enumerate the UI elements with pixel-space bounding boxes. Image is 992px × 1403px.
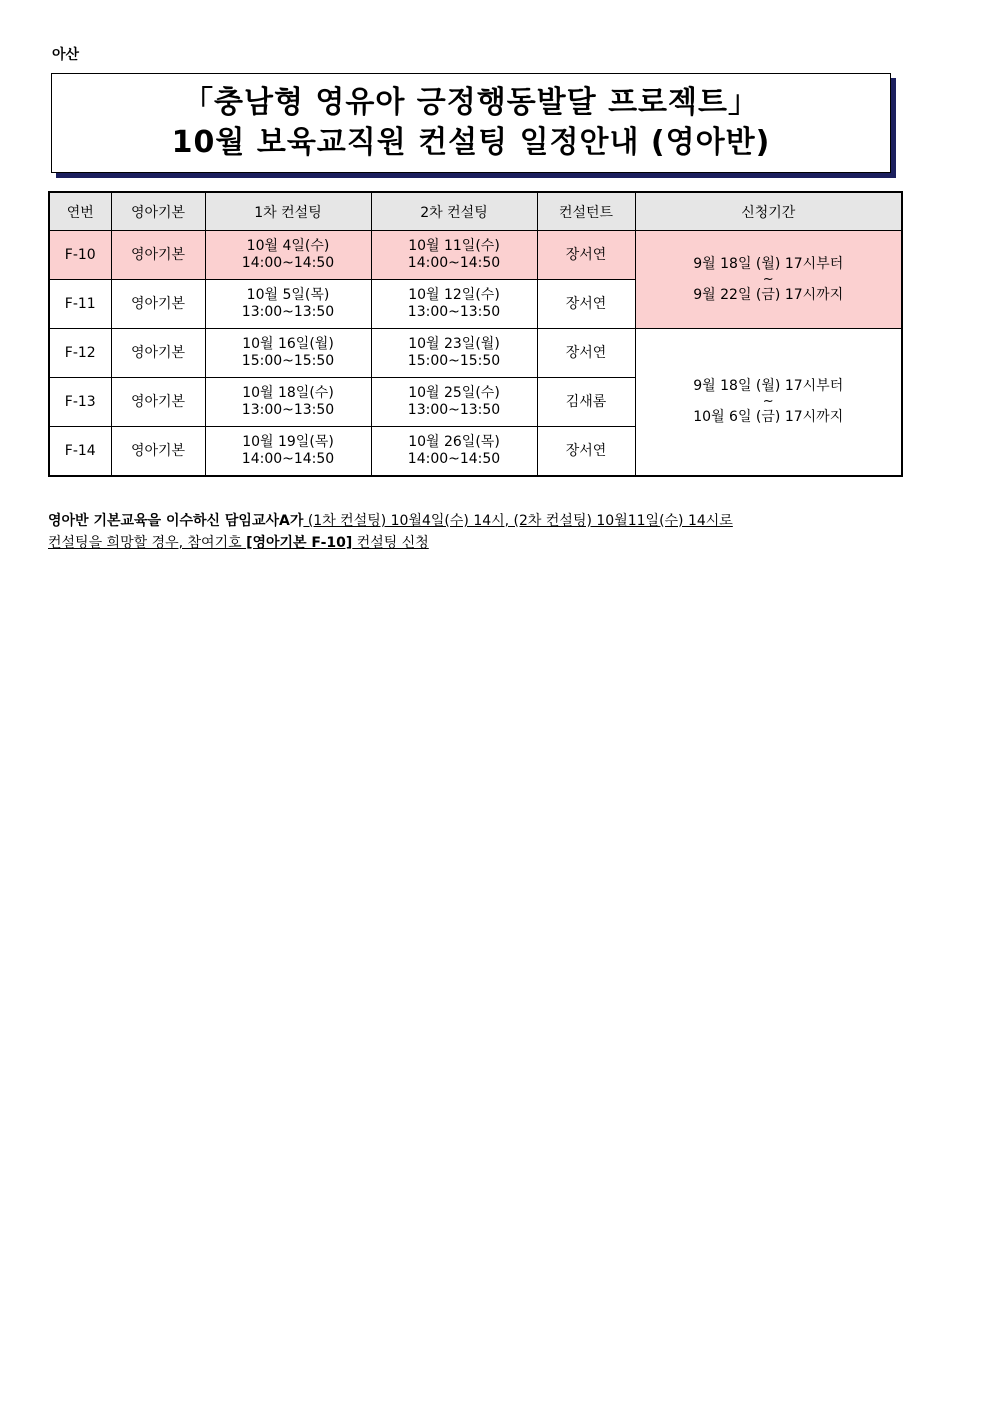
application-period-1 — [635, 231, 902, 329]
row-consultant: 김새롬 — [537, 378, 635, 427]
note-underlined-1: (1차 컨설팅) 10월4일(수) 14시, (2차 컨설팅) 10월11일(수) 14시로 — [303, 513, 733, 529]
row-consult-1 — [205, 378, 371, 427]
row-type: 영아기본 — [111, 280, 205, 329]
table-header-row — [49, 192, 902, 231]
region-label: 아산 — [52, 47, 80, 63]
consult-1-time: 13:00~13:50 — [241, 304, 335, 320]
consult-2-date: 10월 11일(수) — [408, 238, 500, 254]
note-paragraph — [48, 510, 908, 554]
consult-1-time: 14:00~14:50 — [241, 451, 335, 467]
consult-2-date: 10월 25일(수) — [408, 385, 500, 401]
consult-1-date: 10월 5일(목) — [246, 287, 330, 303]
table-row — [49, 231, 902, 280]
consult-1-date: 10월 4일(수) — [246, 238, 330, 254]
row-consultant: 장서연 — [537, 329, 635, 378]
header-period: 신청기간 — [635, 192, 902, 231]
consult-2-time: 14:00~14:50 — [407, 451, 501, 467]
row-consult-2 — [371, 231, 537, 280]
period-start: 9월 18일 (월) 17시부터 — [693, 378, 844, 394]
row-no: F-11 — [49, 280, 111, 329]
consult-2-date: 10월 12일(수) — [408, 287, 500, 303]
consult-2-date: 10월 23일(월) — [408, 336, 500, 352]
row-no: F-10 — [49, 231, 111, 280]
row-type: 영아기본 — [111, 329, 205, 378]
row-no: F-14 — [49, 427, 111, 477]
consult-1-date: 10월 19일(목) — [242, 434, 334, 450]
consult-2-date: 10월 26일(목) — [408, 434, 500, 450]
row-consult-1 — [205, 329, 371, 378]
row-consult-1 — [205, 231, 371, 280]
note-underlined-3: 컨설팅 신청 — [352, 535, 429, 551]
header-type: 영아기본 — [111, 192, 205, 231]
schedule-table — [48, 191, 903, 477]
row-consult-2 — [371, 378, 537, 427]
period-end: 10월 6일 (금) 17시까지 — [693, 409, 844, 425]
row-no: F-13 — [49, 378, 111, 427]
consult-1-time: 14:00~14:50 — [241, 255, 335, 271]
note-bold-prefix: 영아반 기본교육을 이수하신 담임교사A가 — [48, 513, 304, 529]
row-consult-2 — [371, 280, 537, 329]
row-type: 영아기본 — [111, 427, 205, 477]
row-consult-1 — [205, 427, 371, 477]
period-start: 9월 18일 (월) 17시부터 — [693, 255, 844, 272]
row-consultant: 장서연 — [537, 280, 635, 329]
consult-1-date: 10월 16일(월) — [242, 336, 334, 352]
consult-2-time: 14:00~14:50 — [407, 255, 501, 271]
row-consultant: 장서연 — [537, 427, 635, 477]
title-line-2: 10월 보육교직원 컨설팅 일정안내 (영아반) — [171, 125, 771, 160]
header-consult-2: 2차 컨설팅 — [371, 192, 537, 231]
row-type: 영아기본 — [111, 378, 205, 427]
row-type: 영아기본 — [111, 231, 205, 280]
consult-1-time: 13:00~13:50 — [241, 402, 335, 418]
consult-2-time: 13:00~13:50 — [407, 304, 501, 320]
row-consult-2 — [371, 427, 537, 477]
table-row — [49, 329, 902, 378]
row-consultant: 장서연 — [537, 231, 635, 280]
header-consult-1: 1차 컨설팅 — [205, 192, 371, 231]
header-no: 연번 — [49, 192, 111, 231]
period-separator: ~ — [762, 394, 774, 409]
row-consult-1 — [205, 280, 371, 329]
period-separator: ~ — [762, 271, 774, 287]
title-box — [51, 73, 891, 173]
application-period-2 — [635, 329, 902, 477]
row-consult-2 — [371, 329, 537, 378]
consult-1-time: 15:00~15:50 — [241, 353, 335, 369]
consult-2-time: 13:00~13:50 — [407, 402, 501, 418]
period-end: 9월 22일 (금) 17시까지 — [693, 286, 844, 303]
note-participation-code: [영아기본 F-10] — [246, 535, 353, 551]
note-underlined-2: 컨설팅을 희망할 경우, 참여기호 — [48, 535, 247, 551]
row-no: F-12 — [49, 329, 111, 378]
consult-1-date: 10월 18일(수) — [242, 385, 334, 401]
header-consultant: 컨설턴트 — [537, 192, 635, 231]
consult-2-time: 15:00~15:50 — [407, 353, 501, 369]
title-line-1: 「충남형 영유아 긍정행동발달 프로젝트」 — [182, 85, 759, 120]
